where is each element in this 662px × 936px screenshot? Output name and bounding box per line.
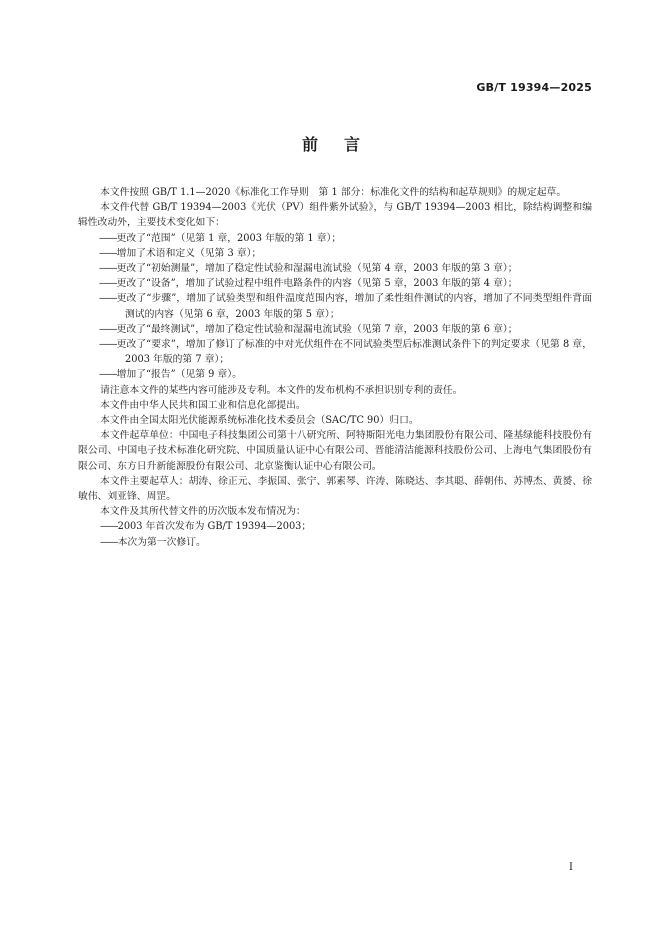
list-item: [78, 261, 592, 276]
standard-code: GB/T 19394—2025: [476, 81, 592, 94]
list-item-text: 更改了“设备”，增加了试验过程中组件电路条件的内容（见第 5 章，2003 年版的第 4 章）；: [116, 278, 518, 290]
page-number: I: [569, 862, 573, 873]
list-item-text: 增加了术语和定义（见第 3 章）；: [116, 247, 262, 259]
dash: ——: [99, 293, 117, 305]
list-item-text: 更改了“初始测量”，增加了稳定性试验和湿漏电流试验（见第 4 章，2003 年版的第 3 章）；: [116, 263, 518, 275]
history-item-text: 本次为第一次修订。: [117, 536, 206, 548]
list-item-text: 更改了“步骤”，增加了试验类型和组件温度范围内容，增加了柔性组件测试的内容，增加了不同类型组件背面测试的内容（见第 6 章，2003 年版的第 5 章）；: [116, 293, 592, 320]
paragraph-drafting-units: 本文件起草单位：中国电子科技集团公司第十八研究所、阿特斯阳光电力集团股份有限公司、隆基绿能科技股份有限公司、中国电子技术标准化研究院、中国质量认证中心有限公司、晋能清洁能源科技股份公司、上海电气集团股份有限公司、东方日升新能源股份有限公司、北京鉴衡认证中心有限公司。: [78, 430, 592, 472]
changes-list: [78, 231, 592, 383]
dash: ——: [99, 369, 117, 381]
dash: ——: [100, 536, 118, 548]
dash: ——: [99, 278, 117, 290]
list-item: [78, 291, 592, 321]
paragraph-proposer: 本文件由中华人民共和国工业和信息化部提出。: [100, 399, 306, 411]
dash: ——: [99, 232, 117, 244]
list-item: [78, 322, 592, 337]
history-item: [78, 535, 592, 550]
list-item-text: 更改了“最终测试”，增加了稳定性试验和湿漏电流试验（见第 7 章，2003 年版的第 6 章）；: [116, 323, 518, 335]
dash: ——: [99, 247, 117, 259]
paragraph-patent: 请注意本文件的某些内容可能涉及专利。本文件的发布机构不承担识别专利的责任。: [100, 384, 463, 396]
history-item-text: 2003 年首次发布为 GB/T 19394—2003；: [117, 521, 312, 533]
list-item: [78, 246, 592, 261]
dash: ——: [99, 263, 117, 275]
list-item-text: 更改了“范围”（见第 1 章，2003 年版的第 1 章）；: [116, 232, 342, 244]
list-item: [78, 276, 592, 291]
paragraph-committee: 本文件由全国太阳光伏能源系统标准化技术委员会（SAC/TC 90）归口。: [100, 415, 419, 427]
paragraph-history-intro: 本文件及其所代替文件的历次版本发布情况为：: [100, 506, 306, 518]
history-item: [78, 519, 592, 534]
page-title: 前言: [301, 135, 386, 154]
history-list: [78, 519, 592, 549]
paragraph-basis: 本文件按照 GB/T 1.1—2020《标准化工作导则 第 1 部分：标准化文件的结构和起草规则》的规定起草。: [100, 187, 567, 198]
paragraph-drafters: 本文件主要起草人：胡涛、徐正元、李振国、张宁、郭素琴、许涛、陈晓达、李其聪、薛朝伟、苏博杰、黄赟、徐敏伟、刘亚锋、周罡。: [78, 475, 592, 503]
list-item: [78, 231, 592, 246]
list-item-text: 增加了“报告”（见第 9 章）。: [116, 369, 242, 381]
list-item: [78, 367, 592, 382]
paragraph-replaces: 本文件代替 GB/T 19394—2003《光伏（PV）组件紫外试验》，与 GB/T 19394—2003 相比，除结构调整和编辑性改动外，主要技术变化如下：: [78, 202, 592, 229]
dash: ——: [100, 521, 118, 533]
dash: ——: [99, 323, 117, 335]
foreword-body: [78, 185, 592, 550]
list-item-text: 更改了“要求”，增加了修订了标准的中对光伏组件在不同试验类型后标准测试条件下的判定要求（见第 8 章，2003 年版的第 7 章）；: [116, 339, 592, 366]
dash: ——: [99, 339, 117, 351]
list-item: [78, 337, 592, 367]
